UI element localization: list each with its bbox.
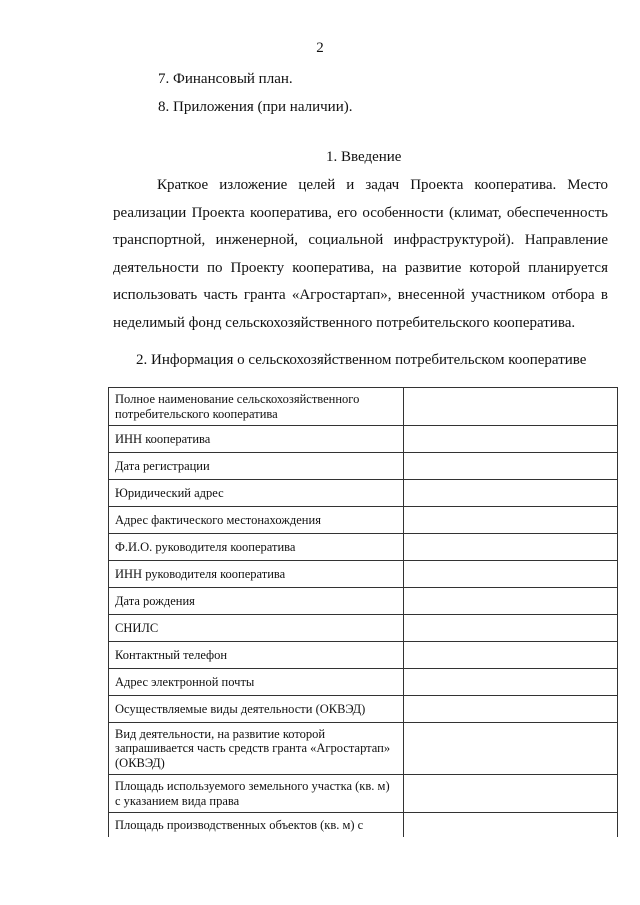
field-value-cell	[404, 669, 618, 696]
table-row	[109, 723, 618, 775]
table-row	[109, 588, 618, 615]
table-row	[109, 480, 618, 507]
field-label: ИНН руководителя кооператива	[109, 561, 404, 588]
table-row	[109, 642, 618, 669]
section-1-body: Краткое изложение целей и задач Проекта кооператива. Место реализации Проекта кооператива, его особенности (климат, обеспеченность транспортной, инженерной, социальной инфраструктурой). Направление деятельности по Проекту кооператива, на развитие которой планируется использовать часть гранта «Агростартап», внесенной участником отбора в неделимый фонд сельскохозяйственного потребительского кооператива.	[113, 177, 608, 331]
field-label: Ф.И.О. руководителя кооператива	[109, 534, 404, 561]
field-value-cell	[404, 453, 618, 480]
field-label: Осуществляемые виды деятельности (ОКВЭД)	[109, 696, 404, 723]
field-label: Дата рождения	[109, 588, 404, 615]
field-label: Площадь производственных объектов (кв. м) с	[109, 813, 404, 837]
table-row	[109, 775, 618, 813]
field-value-cell	[404, 723, 618, 775]
field-value-cell	[404, 775, 618, 813]
field-value-cell	[404, 588, 618, 615]
table-row	[109, 561, 618, 588]
field-value-cell	[404, 696, 618, 723]
table-row	[109, 669, 618, 696]
cooperative-info-table	[108, 387, 618, 837]
field-label: Юридический адрес	[109, 480, 404, 507]
table-row	[109, 813, 618, 837]
table-row	[109, 388, 618, 426]
table-row	[109, 507, 618, 534]
field-value-cell	[404, 561, 618, 588]
field-value-cell	[404, 642, 618, 669]
field-label: Адрес фактического местонахождения	[109, 507, 404, 534]
table-row	[109, 615, 618, 642]
page-number: 2	[316, 40, 324, 56]
field-label: Вид деятельности, на развитие которой запрашивается часть средств гранта «Агростартап» (ОКВЭД)	[109, 723, 404, 775]
field-label: Адрес электронной почты	[109, 669, 404, 696]
table-row	[109, 453, 618, 480]
section-2-heading: 2. Информация о сельскохозяйственном потребительском кооперативе	[136, 352, 587, 368]
field-label: Площадь используемого земельного участка (кв. м) с указанием вида права	[109, 775, 404, 813]
plan-item-7: 7. Финансовый план.	[158, 71, 293, 87]
field-value-cell	[404, 813, 618, 837]
field-value-cell	[404, 426, 618, 453]
table-row	[109, 534, 618, 561]
field-label: СНИЛС	[109, 615, 404, 642]
field-label: Полное наименование сельскохозяйственного потребительского кооператива	[109, 388, 404, 426]
table-row	[109, 426, 618, 453]
plan-item-8: 8. Приложения (при наличии).	[158, 99, 353, 115]
section-1-heading: 1. Введение	[326, 149, 402, 165]
field-value-cell	[404, 534, 618, 561]
field-value-cell	[404, 480, 618, 507]
field-label: Дата регистрации	[109, 453, 404, 480]
section-1-text	[113, 172, 608, 337]
field-value-cell	[404, 388, 618, 426]
field-label: Контактный телефон	[109, 642, 404, 669]
field-value-cell	[404, 507, 618, 534]
field-label: ИНН кооператива	[109, 426, 404, 453]
field-value-cell	[404, 615, 618, 642]
table-row	[109, 696, 618, 723]
